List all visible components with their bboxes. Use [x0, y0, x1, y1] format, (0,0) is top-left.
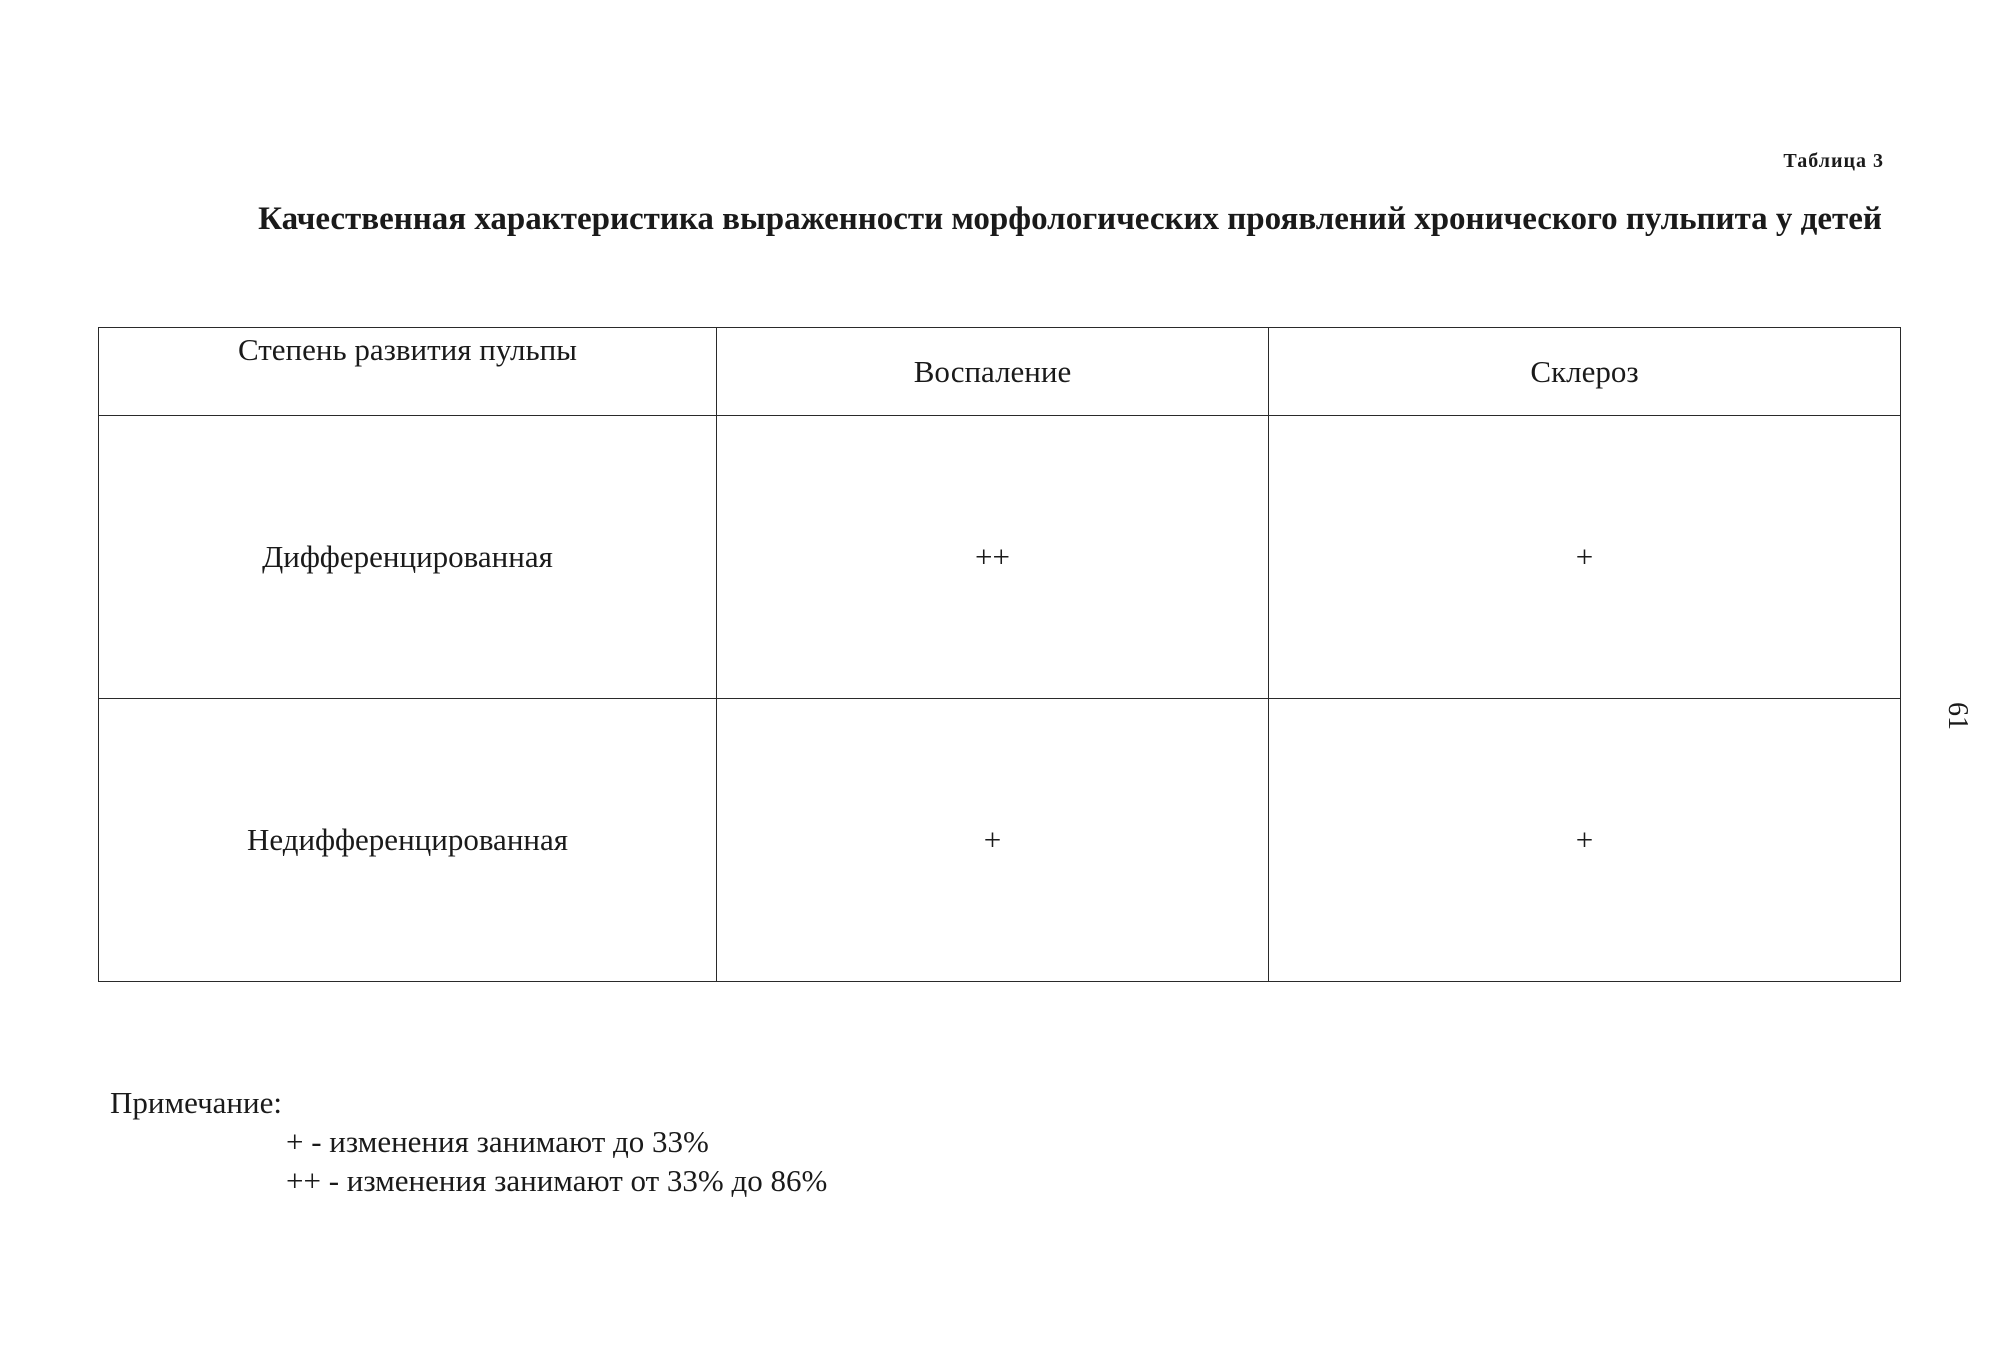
header-cell-sclerosis: Склероз [1269, 328, 1901, 416]
row-label-cell: Недифференцированная [99, 699, 717, 982]
inflammation-cell: + [717, 699, 1269, 982]
sclerosis-cell: + [1269, 699, 1901, 982]
table-row [99, 699, 1901, 982]
document-title: Качественная характеристика выраженности морфологических проявлений хронического пульпита у детей [258, 201, 1882, 237]
table-header-row [99, 328, 1901, 416]
table-row [99, 416, 1901, 699]
page-number: 61 [1942, 702, 1973, 730]
header-cell-inflammation: Воспаление [717, 328, 1269, 416]
row-label-cell: Дифференцированная [99, 416, 717, 699]
data-table [98, 327, 1901, 982]
note-line: ++ - изменения занимают от 33% до 86% [286, 1163, 828, 1198]
inflammation-cell: ++ [717, 416, 1269, 699]
sclerosis-cell: + [1269, 416, 1901, 699]
header-cell-pulp-stage: Степень развития пульпы [99, 328, 717, 416]
note-line: + - изменения занимают до 33% [286, 1124, 709, 1159]
table-label: Таблица 3 [1783, 150, 1884, 172]
note-heading: Примечание: [110, 1085, 282, 1120]
